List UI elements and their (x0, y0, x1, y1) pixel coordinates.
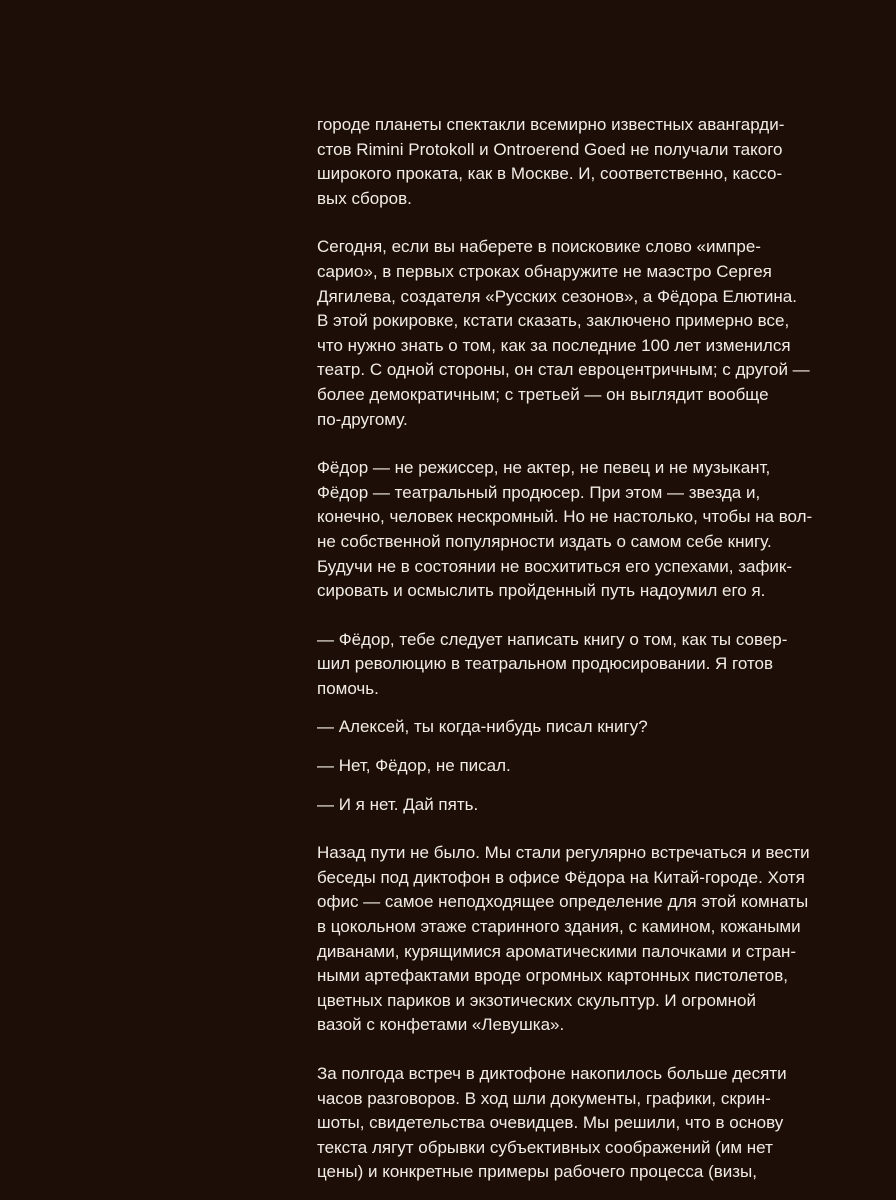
text-line: Сегодня, если вы наберете в поисковике слово «импре- (317, 237, 761, 257)
text-line: вых сборов. (317, 188, 412, 208)
text-column (317, 113, 837, 1185)
text-line: шил революцию в театральном продюсировании. Я готов (317, 654, 774, 674)
text-line: — Фёдор, тебе следует написать книгу о том, как ты совер- (317, 629, 788, 649)
text-line: вазой с конфетами «Левушка». (317, 1015, 565, 1035)
paragraph-intro (317, 113, 837, 211)
text-line: городе планеты спектакли всемирно известных авангарди- (317, 115, 785, 134)
text-line: более демократичным; с третьей — он выглядит вообще (317, 384, 769, 404)
paragraph-half-year (317, 1062, 837, 1185)
text-line: часов разговоров. В ход шли документы, графики, скрин- (317, 1088, 771, 1108)
text-line: шоты, свидетельства очевидцев. Мы решили, что в основу (317, 1113, 784, 1133)
text-line: — Нет, Фёдор, не писал. (317, 756, 511, 776)
text-line: Фёдор — не режиссер, не актер, не певец и не музыкант, (317, 458, 771, 478)
text-line: текста лягут обрывки субъективных соображений (им нет (317, 1137, 773, 1157)
text-line: помочь. (317, 678, 379, 698)
text-line: диванами, курящимися ароматическими палочками и стран- (317, 941, 797, 961)
text-line: офис — самое неподходящее определение для этой комнаты (317, 892, 809, 912)
paragraph-impresario (317, 235, 837, 432)
text-line: что нужно знать о том, как за последние 100 лет изменился (317, 335, 791, 355)
text-line: Дягилева, создателя «Русских сезонов», а Фёдора Елютина. (317, 286, 797, 306)
text-line: не собственной популярности издать о самом себе книгу. (317, 531, 772, 551)
text-line: — Алексей, ты когда-нибудь писал книгу? (317, 717, 648, 737)
text-line: За полгода встреч в диктофоне накопилось больше десяти (317, 1064, 787, 1083)
text-line: по-другому. (317, 409, 408, 429)
text-line: в цокольном этаже старинного здания, с камином, кожаными (317, 917, 801, 937)
text-line: Будучи не в состоянии не восхититься его успехами, зафик- (317, 556, 793, 576)
paragraph-office (317, 841, 837, 1038)
text-line: беседы под диктофон в офисе Фёдора на Китай-городе. Хотя (317, 867, 805, 887)
dialog-line-1 (317, 628, 837, 702)
paragraph-fedor (317, 456, 837, 604)
dialog-line-3 (317, 754, 837, 779)
text-line: ными артефактами вроде огромных картонных пистолетов, (317, 966, 788, 986)
text-line: стов Rimini Protokoll и Ontroerend Goed не получали такого (317, 139, 783, 159)
text-line: — И я нет. Дай пять. (317, 794, 479, 814)
text-line: Фёдор — театральный продюсер. При этом — звезда и, (317, 482, 761, 502)
text-line: широкого проката, как в Москве. И, соответственно, кассо- (317, 164, 783, 184)
text-line: В этой рокировке, кстати сказать, заключено примерно все, (317, 311, 790, 331)
text-line: Назад пути не было. Мы стали регулярно встречаться и вести (317, 843, 810, 863)
text-line: театр. С одной стороны, он стал евроцентричным; с другой — (317, 360, 810, 380)
text-line: конечно, человек нескромный. Но не настолько, чтобы на вол- (317, 507, 813, 527)
text-line: цены) и конкретные примеры рабочего процесса (визы, (317, 1162, 757, 1182)
dialog-line-4 (317, 793, 837, 818)
dialog-line-2 (317, 715, 837, 740)
text-line: сарио», в первых строках обнаружите не маэстро Сергея (317, 261, 772, 281)
text-line: сировать и осмыслить пройденный путь надоумил его я. (317, 581, 766, 601)
text-line: цветных париков и экзотических скульптур. И огромной (317, 990, 756, 1010)
